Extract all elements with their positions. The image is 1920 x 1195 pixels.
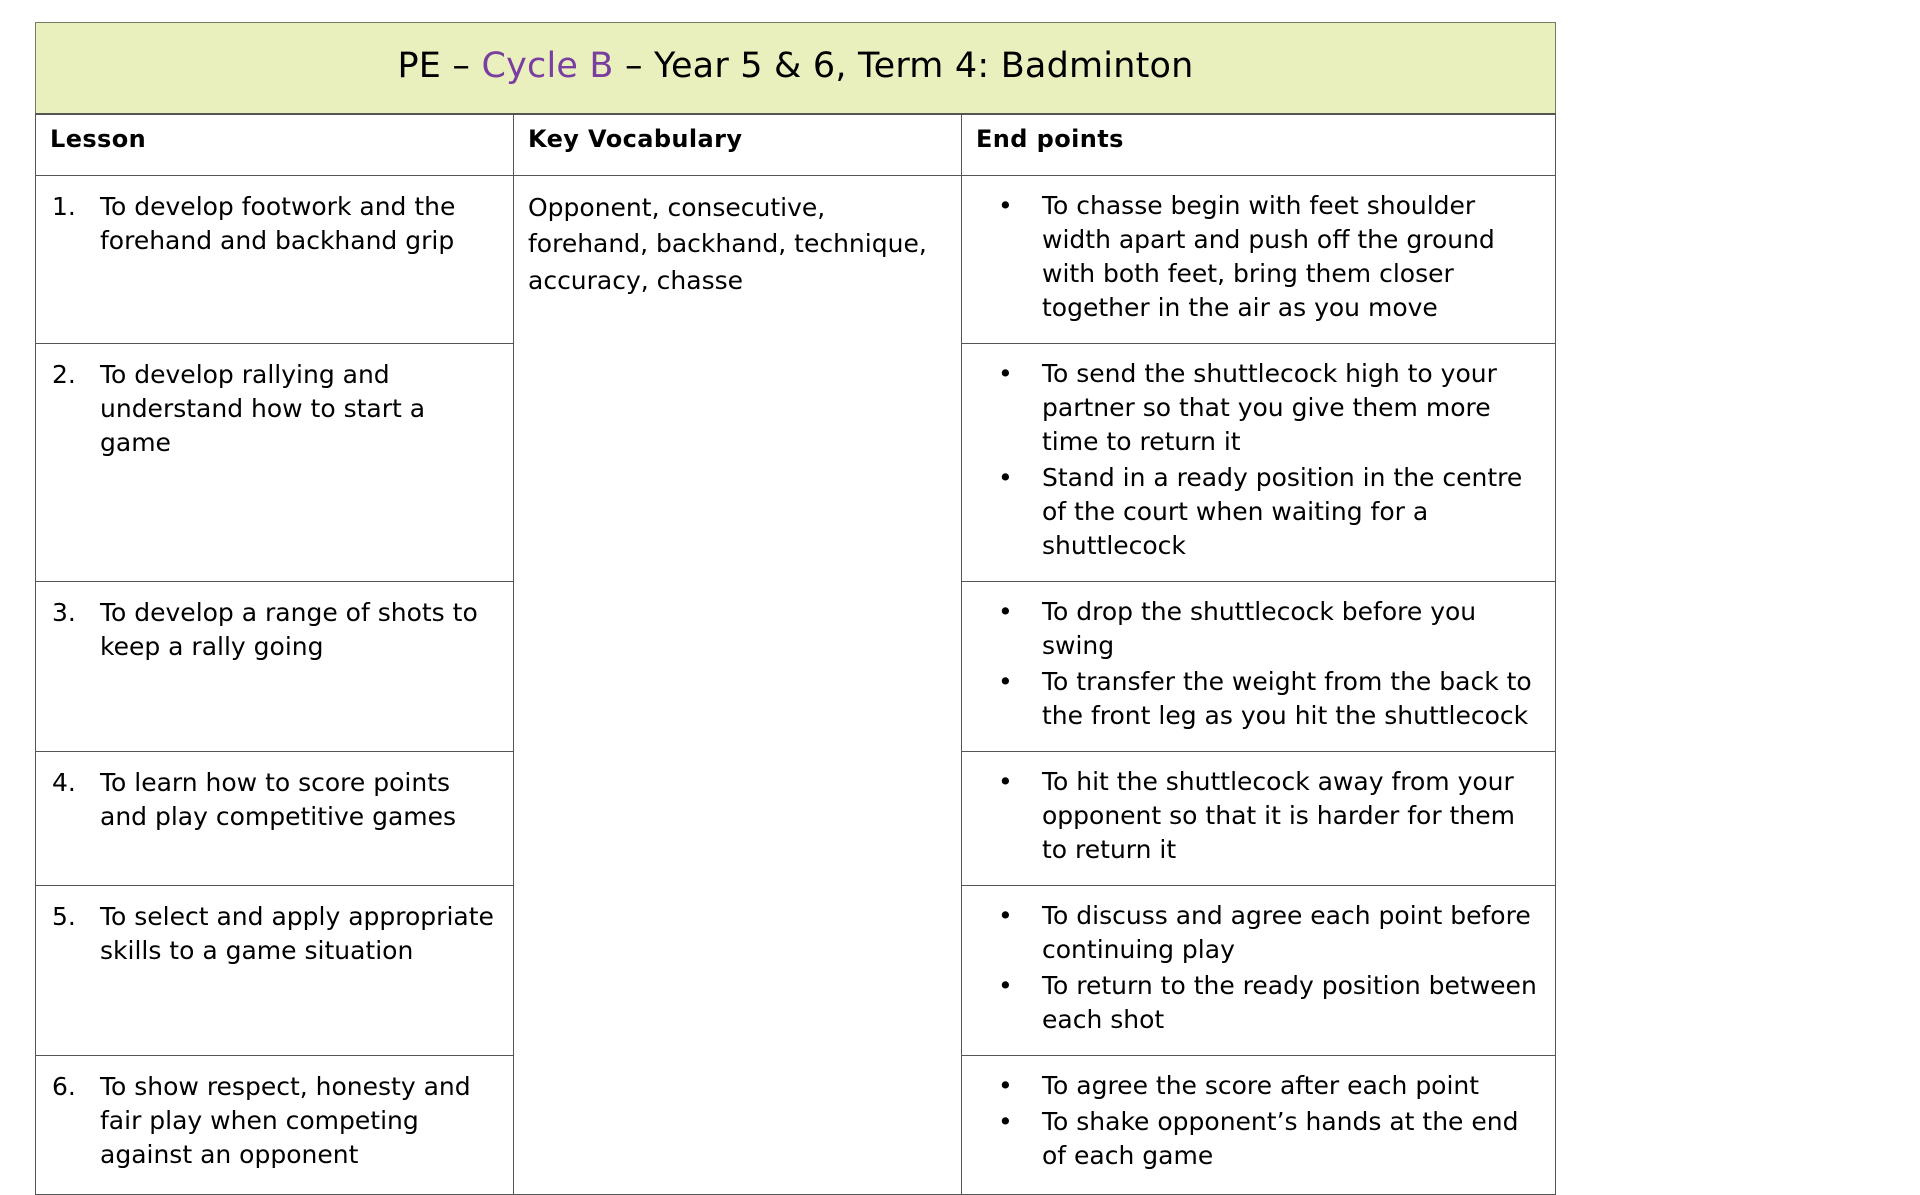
end-point-text: To transfer the weight from the back to the front leg as you hit the shuttlecock bbox=[1042, 667, 1532, 730]
lesson-cell-3 bbox=[36, 582, 514, 752]
lesson-cell-5 bbox=[36, 886, 514, 1056]
bullet-icon: • bbox=[998, 191, 1013, 220]
lesson-text-2: To develop rallying and understand how to start a game bbox=[100, 360, 426, 457]
bullet-icon: • bbox=[998, 1107, 1013, 1136]
bullet-icon: • bbox=[998, 597, 1013, 626]
lesson-cell-1 bbox=[36, 176, 514, 344]
end-point-text: Stand in a ready position in the centre of the court when waiting for a shuttlecock bbox=[1042, 463, 1523, 560]
end-points-list-3 bbox=[980, 595, 1539, 733]
curriculum-plan-table bbox=[35, 22, 1556, 1195]
end-points-list-1 bbox=[980, 189, 1539, 325]
end-points-cell-6 bbox=[962, 1056, 1556, 1195]
key-vocabulary-cell bbox=[514, 176, 962, 1195]
lesson-text-5: To select and apply appropriate skills to a game situation bbox=[100, 902, 494, 965]
bullet-icon: • bbox=[998, 901, 1013, 930]
list-item bbox=[980, 765, 1539, 867]
list-item bbox=[980, 189, 1539, 325]
list-item bbox=[980, 1069, 1539, 1103]
end-points-cell-1 bbox=[962, 176, 1556, 344]
title-cycle: Cycle B bbox=[481, 45, 614, 86]
lesson-number-5: 5. bbox=[52, 902, 76, 931]
bullet-icon: • bbox=[998, 463, 1013, 492]
end-points-list-6 bbox=[980, 1069, 1539, 1173]
lesson-text-6: To show respect, honesty and fair play when competing against an opponent bbox=[100, 1072, 471, 1169]
bullet-icon: • bbox=[998, 767, 1013, 796]
page-title bbox=[44, 46, 1547, 86]
column-header-lesson: Lesson bbox=[36, 114, 514, 176]
bullet-icon: • bbox=[998, 1071, 1013, 1100]
document-title-cell bbox=[36, 23, 1556, 115]
end-point-text: To chasse begin with feet shoulder width apart and push off the ground with both feet, bring them closer together in the air as you move bbox=[1042, 191, 1495, 322]
lesson-number-3: 3. bbox=[52, 598, 76, 627]
table-row bbox=[36, 176, 1556, 344]
lesson-text-4: To learn how to score points and play competitive games bbox=[100, 768, 457, 831]
end-point-text: To agree the score after each point bbox=[1042, 1071, 1480, 1100]
bullet-icon: • bbox=[998, 667, 1013, 696]
end-points-cell-4 bbox=[962, 752, 1556, 886]
lesson-text-3: To develop a range of shots to keep a rally going bbox=[100, 598, 478, 661]
bullet-icon: • bbox=[998, 359, 1013, 388]
end-point-text: To drop the shuttlecock before you swing bbox=[1042, 597, 1477, 660]
end-point-text: To shake opponent’s hands at the end of each game bbox=[1042, 1107, 1519, 1170]
end-points-cell-3 bbox=[962, 582, 1556, 752]
end-points-cell-2 bbox=[962, 344, 1556, 582]
lesson-cell-6 bbox=[36, 1056, 514, 1195]
column-header-key-vocabulary: Key Vocabulary bbox=[514, 114, 962, 176]
lesson-number-6: 6. bbox=[52, 1072, 76, 1101]
end-points-list-4 bbox=[980, 765, 1539, 867]
end-point-text: To return to the ready position between each shot bbox=[1042, 971, 1537, 1034]
lesson-number-1: 1. bbox=[52, 192, 76, 221]
list-item bbox=[980, 461, 1539, 563]
end-point-text: To hit the shuttlecock away from your opponent so that it is harder for them to return it bbox=[1042, 767, 1515, 864]
column-header-end-points: End points bbox=[962, 114, 1556, 176]
bullet-icon: • bbox=[998, 971, 1013, 1000]
list-item bbox=[980, 665, 1539, 733]
list-item bbox=[980, 357, 1539, 459]
lesson-number-4: 4. bbox=[52, 768, 76, 797]
list-item bbox=[980, 595, 1539, 663]
lesson-cell-4 bbox=[36, 752, 514, 886]
end-points-list-5 bbox=[980, 899, 1539, 1037]
end-points-cell-5 bbox=[962, 886, 1556, 1056]
list-item bbox=[980, 969, 1539, 1037]
column-header-row bbox=[36, 114, 1556, 176]
lesson-cell-2 bbox=[36, 344, 514, 582]
lesson-number-2: 2. bbox=[52, 360, 76, 389]
title-row bbox=[36, 23, 1556, 115]
end-point-text: To send the shuttlecock high to your partner so that you give them more time to return it bbox=[1042, 359, 1497, 456]
title-suffix: – Year 5 & 6, Term 4: Badminton bbox=[613, 45, 1194, 86]
title-prefix: PE – bbox=[397, 45, 482, 86]
end-point-text: To discuss and agree each point before continuing play bbox=[1042, 901, 1531, 964]
list-item bbox=[980, 899, 1539, 967]
lesson-text-1: To develop footwork and the forehand and backhand grip bbox=[100, 192, 456, 255]
key-vocabulary-text: Opponent, consecutive, forehand, backhand, technique, accuracy, chasse bbox=[528, 193, 927, 295]
list-item bbox=[980, 1105, 1539, 1173]
end-points-list-2 bbox=[980, 357, 1539, 563]
